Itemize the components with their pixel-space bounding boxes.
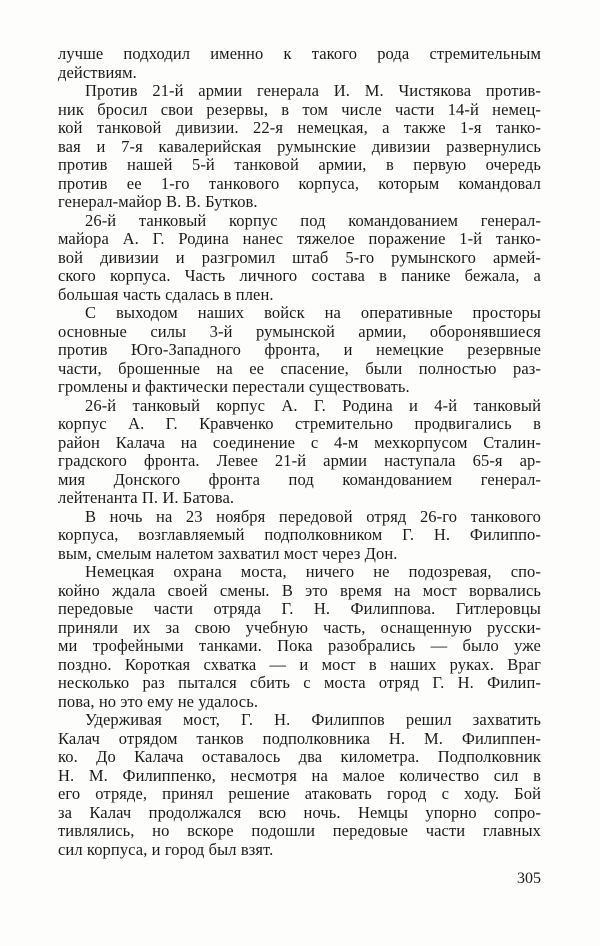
text-line: градского фронта. Левее 21-й армии наступала 65-я ар-	[58, 451, 541, 470]
paragraph	[58, 508, 541, 564]
text-line: корпус А. Г. Кравченко стремительно продвигались в	[58, 414, 541, 433]
paragraph	[58, 212, 541, 305]
text-line: Калач отрядом танков подполковника Н. М. Филиппен-	[58, 728, 541, 748]
body-text	[58, 45, 541, 859]
paragraph	[58, 397, 541, 508]
text-line: за Калач продолжался всю ночь. Немцы упорно сопро-	[58, 802, 541, 822]
paragraph	[58, 45, 541, 82]
text-line: кой танковой дивизии. 22-я немецкая, а также 1-я танко-	[58, 118, 541, 137]
text-line: койно ждала своей смены. В это время на мост ворвались	[58, 580, 541, 600]
text-line: основные силы 3-й румынской армии, оборонявшиеся	[58, 321, 541, 341]
text-line: ник бросил свои резервы, в том числе части 14-й немец-	[58, 99, 541, 119]
text-line: большая часть сдалась в плен.	[58, 284, 274, 304]
text-line: мия Донского фронта под командованием генерал-	[58, 469, 541, 489]
text-line: несколько раз пытался сбить с моста отряд Г. Н. Филип-	[58, 673, 541, 692]
paragraph	[58, 82, 541, 212]
text-line: действиям.	[58, 62, 137, 82]
text-line: генерал-майор В. В. Бутков.	[58, 192, 258, 211]
text-line: части, брошенные на ее спасение, были полностью раз-	[58, 358, 541, 378]
text-line: сил корпуса, и город был взят.	[58, 839, 274, 859]
text-line: С выходом наших войск на оперативные просторы	[85, 303, 541, 322]
paragraph	[58, 563, 541, 711]
text-line: приняли их за свою учебную часть, оснащенную русски-	[58, 617, 541, 637]
text-line: громлены и фактически перестали существовать.	[58, 377, 410, 396]
paragraph	[58, 304, 541, 397]
text-line: лучше подходил именно к такого рода стремительным	[58, 44, 541, 63]
text-line: пова, но это ему не удалось.	[58, 691, 259, 711]
text-line: его отряде, принял решение атаковать город с ходу. Бой	[58, 784, 541, 803]
text-line: 26-й танковый корпус под командованием генерал-	[85, 210, 541, 230]
text-line: против ее 1-го танкового корпуса, которым командовал	[58, 173, 541, 193]
text-line: против нашей 5-й танковой армии, в первую очередь	[58, 155, 541, 174]
text-line: ми трофейными танками. Пока разобрались — было уже	[58, 636, 541, 655]
text-line: Удерживая мост, Г. Н. Филиппов решил захватить	[85, 710, 541, 729]
text-line: ского корпуса. Часть личного состава в панике бежала, а	[58, 266, 541, 285]
text-line: район Калача на соединение с 4-м мехкорпусом Сталин-	[58, 432, 541, 452]
text-line: вым, смелым налетом захватил мост через Дон.	[58, 543, 398, 563]
text-line: поздно. Короткая схватка — и мост в наших руках. Враг	[58, 654, 541, 674]
paragraph	[58, 711, 541, 859]
text-line: тивлялись, но вскоре подошли передовые части главных	[58, 821, 541, 840]
page-number: 305	[517, 870, 541, 887]
text-line: лейтенанта П. И. Батова.	[58, 488, 235, 507]
text-line: В ночь на 23 ноября передовой отряд 26-го танкового	[85, 506, 541, 526]
text-line: Немецкая охрана моста, ничего не подозревая, спо-	[85, 562, 541, 581]
text-line: вая и 7-я кавалерийская румынские дивизии развернулись	[58, 136, 541, 156]
text-line: ко. До Калача оставалось два километра. Подполковник	[58, 747, 541, 766]
text-line: Н. М. Филиппенко, несмотря на малое количество сил в	[58, 765, 541, 785]
text-line: вой дивизии и разгромил штаб 5-го румынского армей-	[58, 247, 541, 267]
text-line: передовые части отряда Г. Н. Филиппова. Гитлеровцы	[58, 599, 541, 618]
text-line: 26-й танковый корпус А. Г. Родина и 4-й танковый	[85, 395, 541, 415]
text-line: Против 21-й армии генерала И. М. Чистякова против-	[85, 81, 541, 100]
text-line: майора А. Г. Родина нанес тяжелое поражение 1-й танко-	[58, 229, 541, 248]
text-line: против Юго-Западного фронта, и немецкие резервные	[58, 340, 541, 359]
text-line: корпуса, возглавляемый подполковником Г. Н. Филиппо-	[58, 525, 541, 544]
